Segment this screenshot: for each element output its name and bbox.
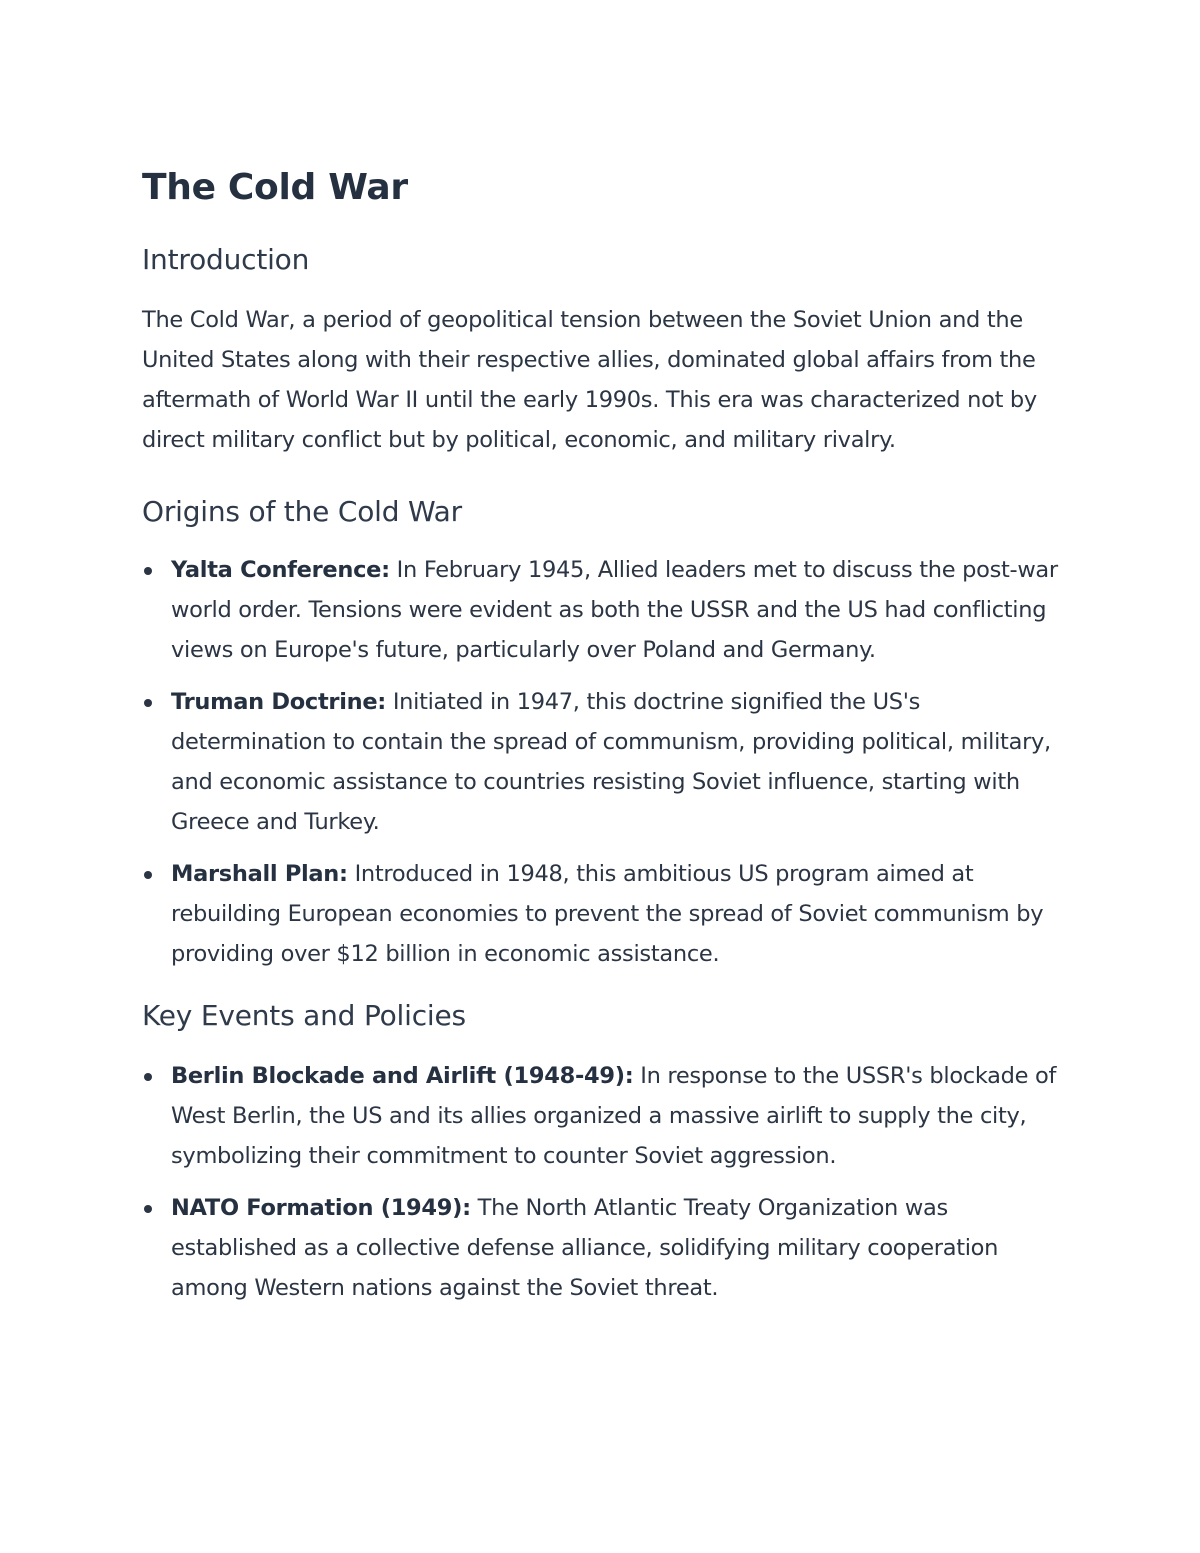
item-text: Initiated in 1947, this doctrine signified the US's determination to contain the spread of communism, providing political, military, and economic assistance to countries resisting Soviet influence, starting with Greece and Turkey.	[171, 689, 1051, 835]
list-item	[142, 1188, 1072, 1308]
item-term: Yalta Conference:	[171, 557, 390, 583]
item-text: In February 1945, Allied leaders met to discuss the post-war world order. Tensions were evident as both the USSR and the US had conflicting views on Europe's future, particularly over Poland and Germany.	[171, 557, 1058, 663]
list-item	[142, 1056, 1072, 1176]
section-heading-key-events: Key Events and Policies	[142, 999, 466, 1032]
intro-paragraph: The Cold War, a period of geopolitical tension between the Soviet Union and the United States along with their respective allies, dominated global affairs from the aftermath of World War II until the early 1990s. This era was characterized not by direct military conflict but by political, economic, and military rivalry.	[142, 307, 1037, 453]
item-text: The North Atlantic Treaty Organization was established as a collective defense alliance, solidifying military cooperation among Western nations against the Soviet threat.	[171, 1195, 999, 1301]
section-heading-origins: Origins of the Cold War	[142, 495, 462, 528]
document-page	[142, 164, 1072, 1308]
origins-list	[142, 550, 1072, 974]
section-heading-introduction: Introduction	[142, 243, 310, 276]
bullet-icon	[144, 1073, 152, 1081]
list-item	[142, 854, 1072, 974]
item-term: NATO Formation (1949):	[171, 1195, 471, 1221]
bullet-icon	[144, 567, 152, 575]
item-term: Truman Doctrine:	[171, 689, 386, 715]
item-term: Berlin Blockade and Airlift (1948-49):	[171, 1063, 634, 1089]
item-text: Introduced in 1948, this ambitious US program aimed at rebuilding European economies to prevent the spread of Soviet communism by providing over $12 billion in economic assistance.	[171, 861, 1044, 967]
item-term: Marshall Plan:	[171, 861, 348, 887]
bullet-icon	[144, 699, 152, 707]
events-list	[142, 1056, 1072, 1308]
list-item	[142, 682, 1072, 842]
list-item	[142, 550, 1072, 670]
bullet-icon	[144, 871, 152, 879]
item-text: In response to the USSR's blockade of West Berlin, the US and its allies organized a massive airlift to supply the city, symbolizing their commitment to counter Soviet aggression.	[171, 1063, 1057, 1169]
bullet-icon	[144, 1205, 152, 1213]
page-title: The Cold War	[142, 167, 408, 208]
